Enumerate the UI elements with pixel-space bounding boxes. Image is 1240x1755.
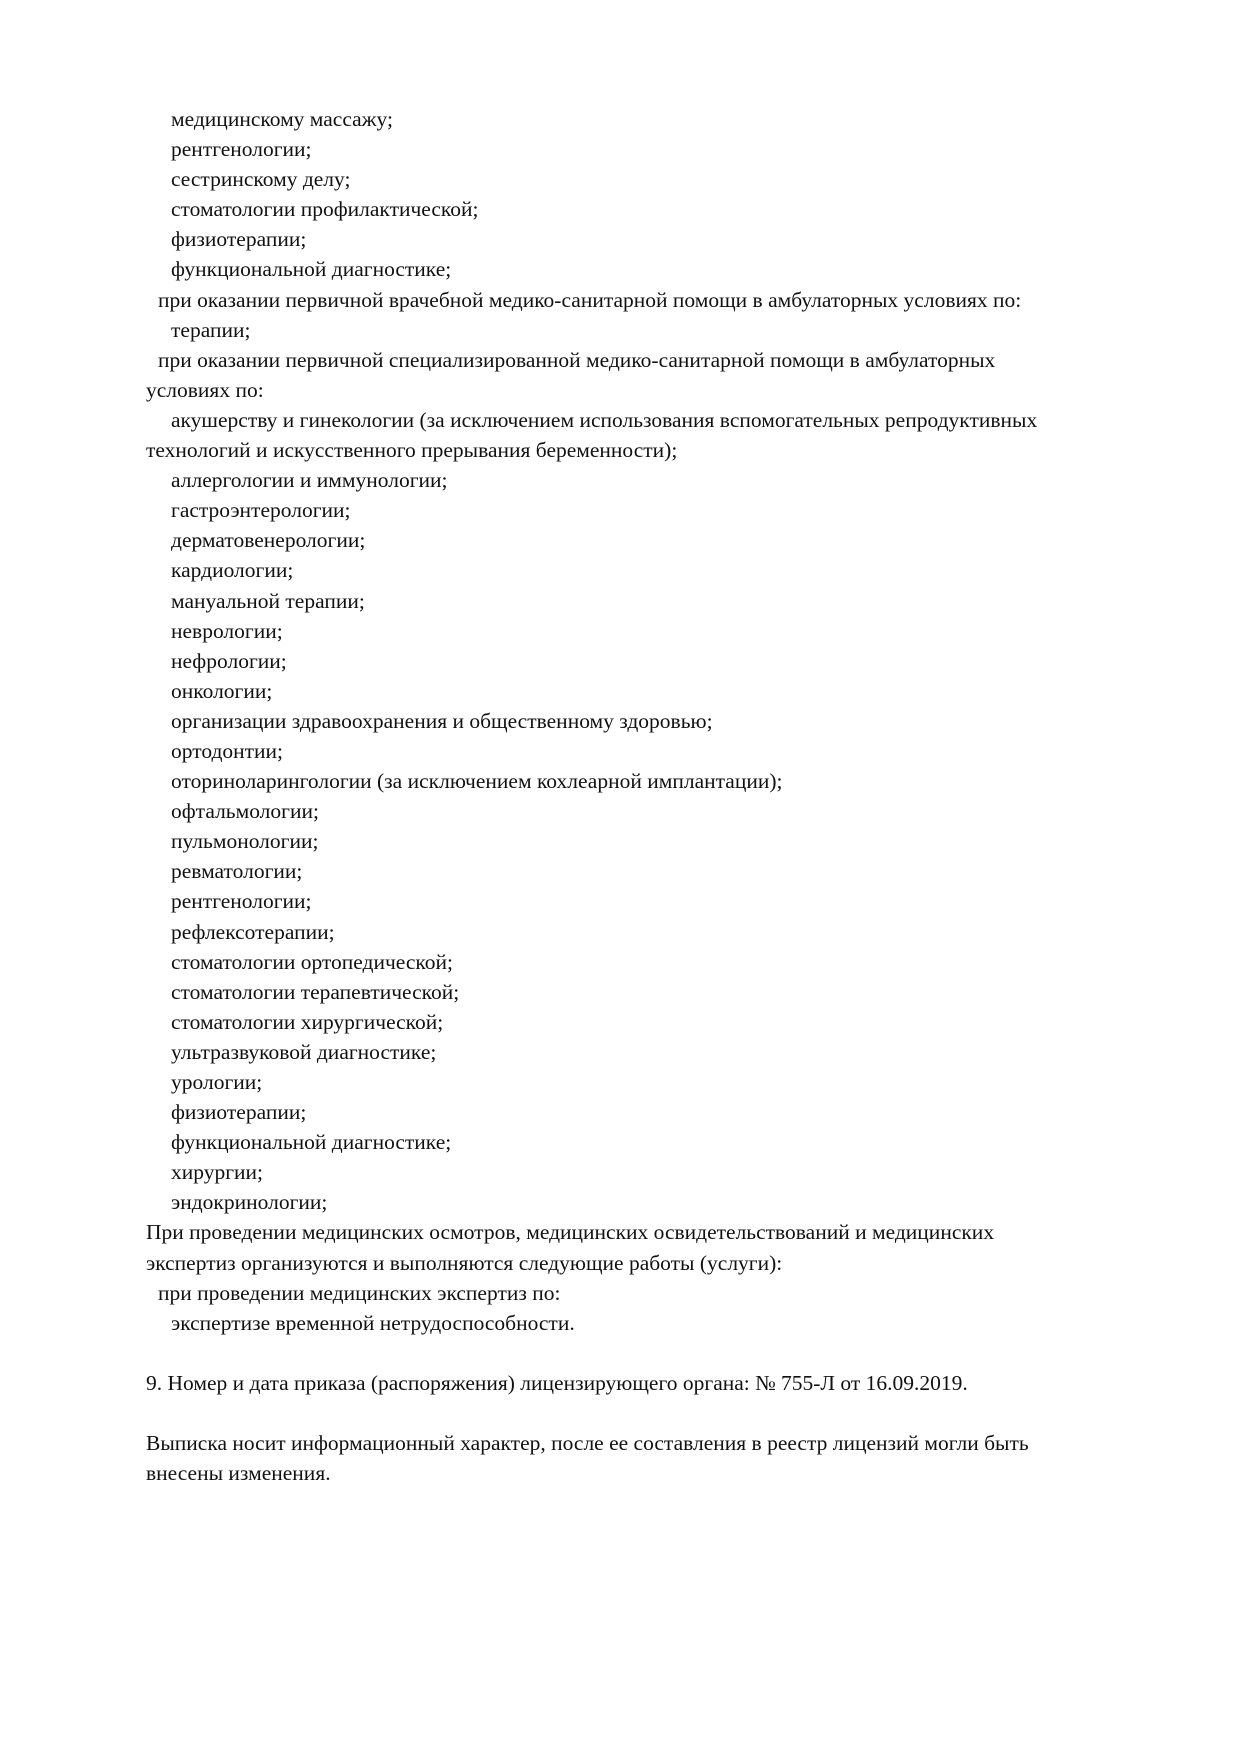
list-item: физиотерапии; [171,1100,307,1125]
list-item: аллергологии и иммунологии; [171,468,448,493]
continued-services-list [146,104,1186,285]
list-item: оториноларингологии (за исключением кохлеарной имплантации); [171,769,783,794]
list-item-continuation: технологий и искусственного прерывания беременности); [146,438,678,463]
list-item: стоматологии терапевтической; [171,979,460,1004]
list-item: стоматологии профилактической; [171,197,479,222]
spacer [146,1338,1186,1368]
list-item: рентгенологии; [171,137,312,162]
list-item: терапии; [171,317,251,342]
list-item: акушерству и гинекологии (за исключением использования вспомогательных репродуктивных [171,407,1038,432]
list-item: функциональной диагностике; [171,257,452,282]
list-item: функциональной диагностике; [171,1130,452,1155]
list-item: экспертизе временной нетрудоспособности. [171,1310,575,1335]
list-item: ревматологии; [171,859,303,884]
list-item: ортодонтии; [171,738,284,763]
list-item: дерматовенерологии; [171,528,366,553]
list-item: рентгенологии; [171,889,312,914]
primary-care-heading: при оказании первичной врачебной медико-санитарной помощи в амбулаторных условиях по: [158,287,1022,312]
list-item: офтальмологии; [171,799,319,824]
order-number-line: 9. Номер и дата приказа (распоряжения) лицензирующего органа: № 755-Л от 16.09.2019. [146,1370,968,1395]
list-item: онкологии; [171,678,273,703]
list-item: гастроэнтерологии; [171,498,351,523]
list-item: медицинскому массажу; [171,107,393,131]
list-item: урологии; [171,1070,263,1094]
list-item: организации здравоохранения и общественному здоровью; [171,708,713,733]
disclaimer-continuation: внесены изменения. [146,1461,331,1486]
list-item: неврологии; [171,618,283,643]
spacer [146,1398,1186,1428]
expertise-heading: при проведении медицинских экспертиз по: [158,1280,561,1305]
list-item: мануальной терапии; [171,588,365,613]
specialized-care-heading: при оказании первичной специализированной медико-санитарной помощи в амбулаторных [158,347,996,372]
list-item: хирургии; [171,1160,264,1185]
list-item: нефрологии; [171,648,287,673]
specialized-care-heading-continuation: условиях по: [146,377,264,402]
list-item: стоматологии хирургической; [171,1009,444,1034]
list-item: сестринскому делу; [171,167,351,192]
document-page [146,104,1186,1488]
specialized-services-list [146,465,1186,1217]
list-item: рефлексотерапии; [171,919,335,944]
list-item: ультразвуковой диагностике; [171,1039,437,1064]
list-item: эндокринологии; [171,1190,328,1215]
examinations-heading-continuation: экспертиз организуются и выполняются следующие работы (услуги): [146,1250,783,1275]
disclaimer: Выписка носит информационный характер, после ее составления в реестр лицензий могли быть [146,1431,1029,1456]
list-item: кардиологии; [171,558,294,583]
list-item: пульмонологии; [171,829,319,854]
examinations-heading: При проведении медицинских осмотров, медицинских освидетельствований и медицинских [146,1220,995,1245]
list-item: стоматологии ортопедической; [171,949,454,974]
list-item: физиотерапии; [171,227,307,252]
